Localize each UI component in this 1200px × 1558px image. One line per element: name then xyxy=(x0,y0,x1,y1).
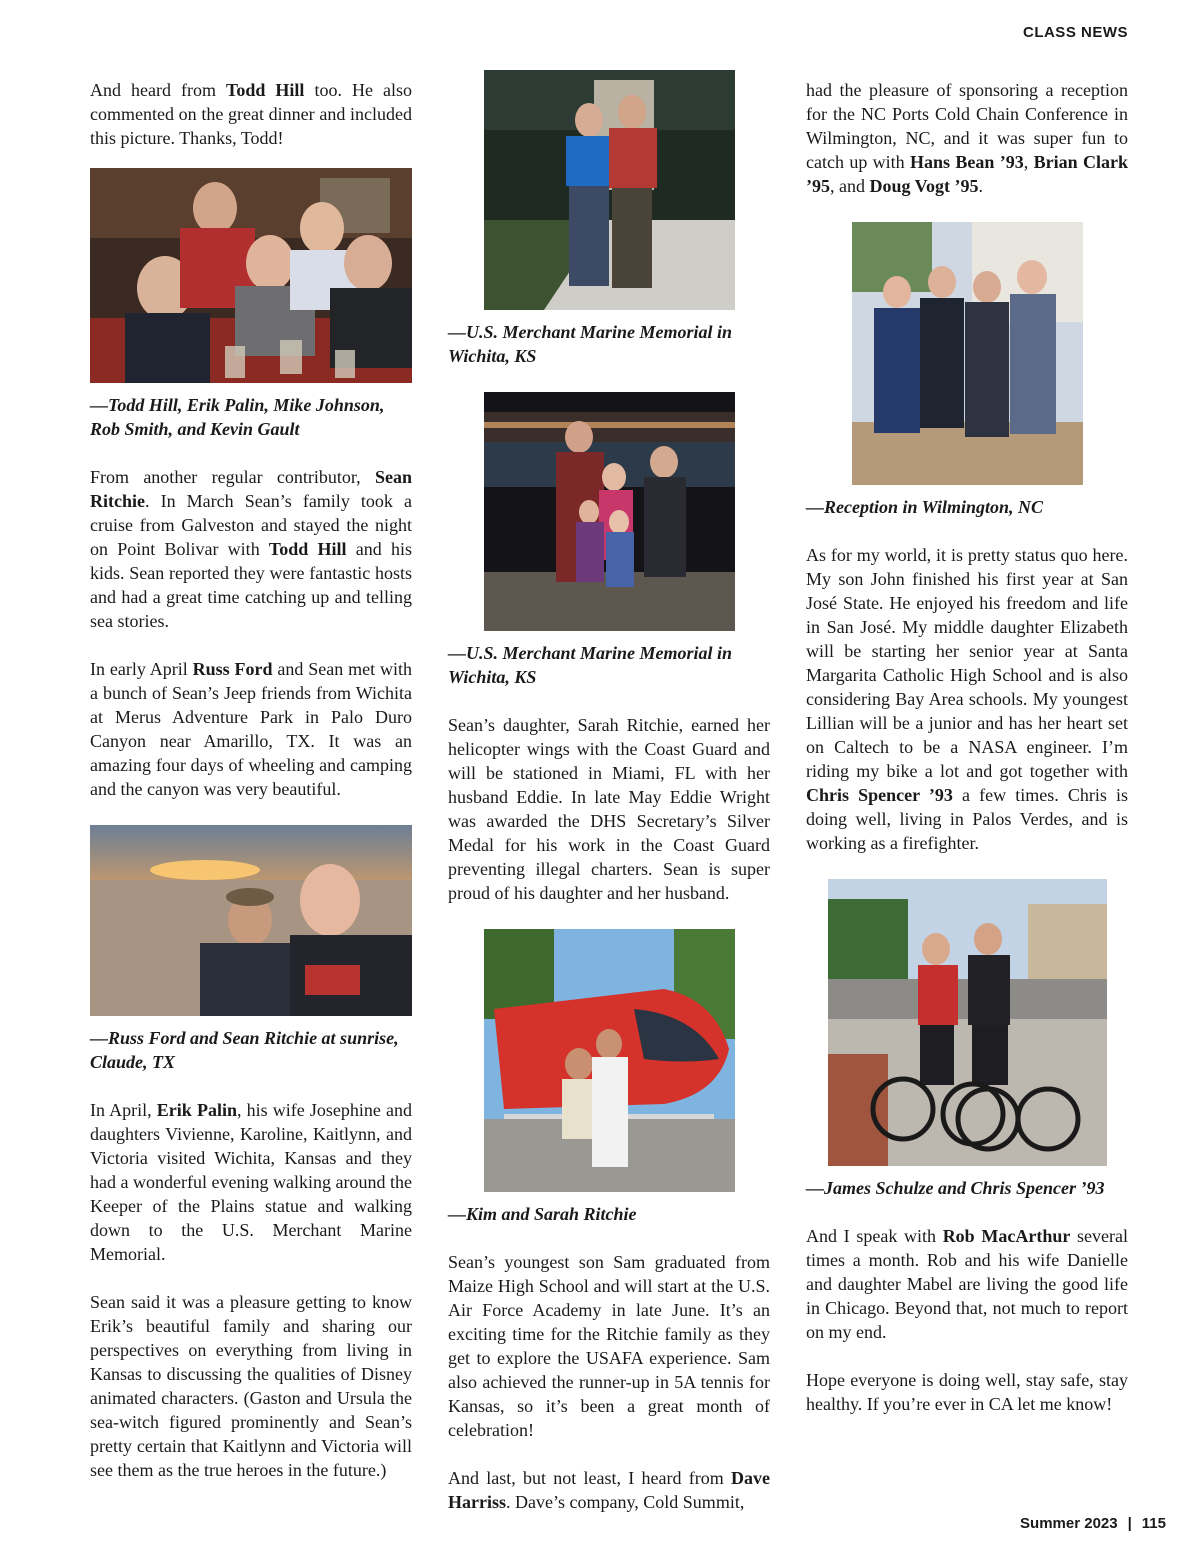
paragraph-russ-ford: In early April Russ Ford and Sean met with a bunch of Sean’s Jeep friends from Wichita at Merus Adventure Park in Palo Duro Canyon near Amarillo, TX. It was an amazing four days of wheeling and camping and the canyon was very beautiful. xyxy=(90,659,412,799)
page-footer xyxy=(1020,1515,1166,1532)
photo-restaurant-group xyxy=(90,168,412,383)
caption-cyclists: —James Schulze and Chris Spencer ’93 xyxy=(806,1178,1105,1198)
paragraph-todd-hill: And heard from Todd Hill too. He also commented on the great dinner and included this picture. Thanks, Todd! xyxy=(90,80,412,148)
page-number: 115 xyxy=(1141,1515,1166,1532)
caption-sunrise: —Russ Ford and Sean Ritchie at sunrise, Claude, TX xyxy=(90,1028,399,1072)
paragraph-sarah-ritchie: Sean’s daughter, Sarah Ritchie, earned her helicopter wings with the Coast Guard and will be stationed in Miami, FL with her husband Eddie. In late May Eddie Wright was awarded the DHS Secretary’s Silver Medal for his work in the Coast Guard preventing illegal charters. Sean is super proud of his daughter and her husband. xyxy=(448,715,770,903)
column-3 xyxy=(806,78,1128,1440)
column-2 xyxy=(448,70,770,1538)
section-label: CLASS NEWS xyxy=(1022,24,1128,41)
photo-cyclists xyxy=(828,879,1107,1166)
issue-label: Summer 2023 xyxy=(1020,1515,1118,1532)
caption-memorial-1: —U.S. Merchant Marine Memorial in Wichita, KS xyxy=(448,322,733,366)
paragraph-sam-ritchie: Sean’s youngest son Sam graduated from Maize High School and will start at the U.S. Air Force Academy in late June. It’s an exciting time for the Ritchie family as they get to explore the USAFA experience. Sam also achieved the runner-up in 5A tennis for Kansas, so it’s been a great month of celebration! xyxy=(448,1252,770,1440)
paragraph-my-world: As for my world, it is pretty status quo here. My son John finished his first year at San José State. He enjoyed his freedom and life in San José. My middle daughter Elizabeth will be starting her senior year at Santa Margarita Catholic High School and is also considering Bay Area schools. My youngest Lillian will be a junior and has her heart set on Caltech to be a NASA engineer. I’m riding my bike a lot and got together with Chris Spencer ’93 a few times. Chris is doing well, living in Palos Verdes, and is working as a firefighter. xyxy=(806,545,1128,853)
paragraph-disney: Sean said it was a pleasure getting to know Erik’s beautiful family and sharing our perspectives on everything from living in Kansas to discussing the qualities of Disney animated characters. (Gaston and Ursula the sea-witch figured prominently and Sean’s pretty certain that Kaitlynn and Victoria will see them as the true heroes in the future.) xyxy=(90,1292,412,1480)
photo-helicopter xyxy=(484,929,735,1192)
paragraph-reception: had the pleasure of sponsoring a reception for the NC Ports Cold Chain Conference in Wilmington, NC, and it was super fun to catch up with Hans Bean ’93, Brian Clark ’95, and Doug Vogt ’95. xyxy=(806,80,1128,196)
paragraph-rob-macarthur: And I speak with Rob MacArthur several times a month. Rob and his wife Danielle and daughter Mabel are living the good life in Chicago. Beyond that, not much to report on my end. xyxy=(806,1226,1129,1342)
paragraph-closing: Hope everyone is doing well, stay safe, stay healthy. If you’re ever in CA let me know! xyxy=(806,1370,1128,1414)
paragraph-dave-harriss: And last, but not least, I heard from Dave Harriss. Dave’s company, Cold Summit, xyxy=(448,1468,770,1512)
footer-separator: | xyxy=(1127,1515,1132,1532)
photo-memorial-family-night xyxy=(484,392,735,631)
caption-helicopter: —Kim and Sarah Ritchie xyxy=(448,1204,637,1224)
photo-sunrise-selfie xyxy=(90,825,412,1016)
caption-restaurant-group: —Todd Hill, Erik Palin, Mike Johnson, Rob Smith, and Kevin Gault xyxy=(90,395,385,439)
caption-memorial-2: —U.S. Merchant Marine Memorial in Wichita, KS xyxy=(448,643,733,687)
photo-reception-wilmington xyxy=(852,222,1083,485)
photo-memorial-two-men xyxy=(484,70,735,310)
paragraph-sean-ritchie: From another regular contributor, Sean Ritchie. In March Sean’s family took a cruise from Galveston and stayed the night on Point Bolivar with Todd Hill and his kids. Sean reported they were fantastic hosts and had a great time catching up and telling sea stories. xyxy=(90,467,412,631)
column-1 xyxy=(90,78,412,1506)
paragraph-erik-palin: In April, Erik Palin, his wife Josephine and daughters Vivienne, Karoline, Kaitlynn, and Victoria visited Wichita, Kansas and they had a wonderful evening walking around the Keeper of the Plains statue and walking down to the U.S. Merchant Marine Memorial. xyxy=(90,1100,413,1264)
caption-reception: —Reception in Wilmington, NC xyxy=(806,497,1044,517)
